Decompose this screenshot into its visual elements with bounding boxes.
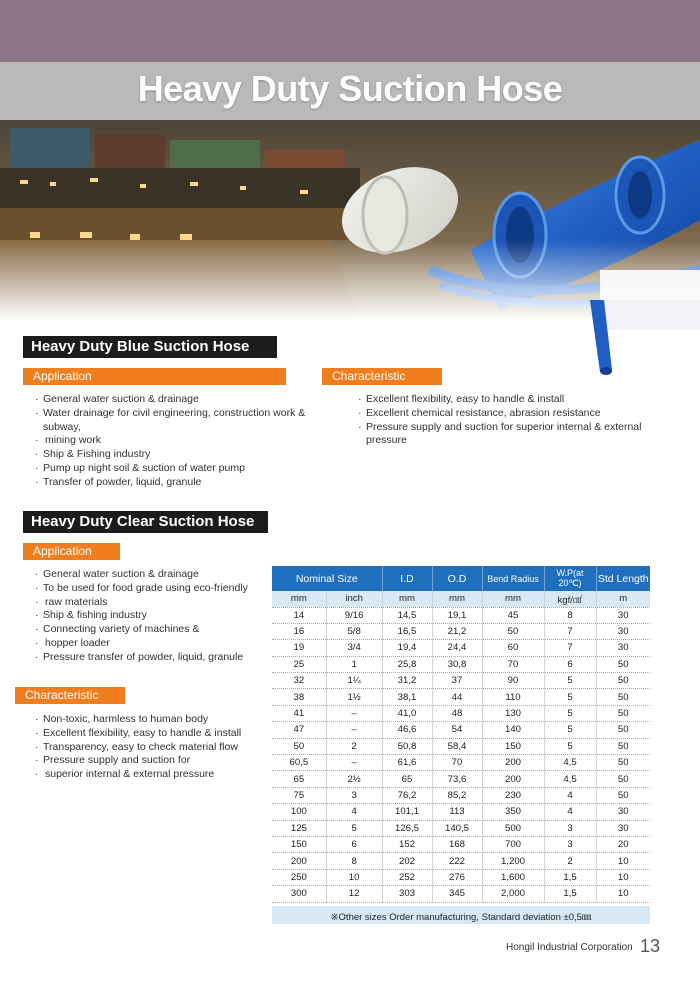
- table-cell: 30: [596, 623, 650, 639]
- table-cell: 48: [432, 705, 482, 721]
- table-cell: 30: [596, 607, 650, 623]
- table-cell: 345: [432, 886, 482, 902]
- table-cell: 7: [544, 640, 596, 656]
- table-cell: 5: [544, 738, 596, 754]
- header-od: O.D: [432, 566, 482, 591]
- table-cell: 113: [432, 804, 482, 820]
- table-cell: 50: [596, 738, 650, 754]
- table-cell: 25: [272, 656, 326, 672]
- table-cell: 4,5: [544, 771, 596, 787]
- table-cell: 250: [272, 869, 326, 885]
- table-row: [272, 656, 650, 672]
- table-cell: 60: [482, 640, 544, 656]
- list-item: · Excellent chemical resistance, abrasion resistance: [358, 407, 678, 421]
- unit-cell: m: [596, 591, 650, 607]
- table-cell: 5: [544, 689, 596, 705]
- table-cell: 4: [544, 804, 596, 820]
- unit-cell: mm: [482, 591, 544, 607]
- table-cell: 61,6: [382, 755, 432, 771]
- blue-hose-title: Heavy Duty Blue Suction Hose: [23, 336, 277, 358]
- footer-company: Hongil Industrial Corporation: [506, 942, 633, 953]
- table-cell: 10: [596, 886, 650, 902]
- table-cell: 16,5: [382, 623, 432, 639]
- list-item: · mining work: [35, 434, 335, 448]
- table-cell: 3: [544, 820, 596, 836]
- table-cell: 5: [544, 673, 596, 689]
- unit-cell: inch: [326, 591, 382, 607]
- table-cell: 8: [544, 607, 596, 623]
- list-item: · To be used for food grade using eco-friendly: [35, 582, 265, 596]
- unit-cell: mm: [432, 591, 482, 607]
- table-cell: 70: [432, 755, 482, 771]
- table-cell: 150: [482, 738, 544, 754]
- table-cell: 126,5: [382, 820, 432, 836]
- table-cell: 4: [326, 804, 382, 820]
- list-item: · superior internal & external pressure: [35, 768, 265, 782]
- header-bend-radius: Bend Radius: [482, 566, 544, 591]
- table-note: ※Other sizes Order manufacturing, Standard deviation ±0,5㎜: [272, 906, 650, 924]
- header-id: I.D: [382, 566, 432, 591]
- table-cell: 31,2: [382, 673, 432, 689]
- table-cell: 50: [596, 771, 650, 787]
- table-cell: 16: [272, 623, 326, 639]
- table-cell: 4,5: [544, 755, 596, 771]
- table-cell: 54: [432, 722, 482, 738]
- header-nominal-size: Nominal Size: [272, 566, 382, 591]
- table-cell: 30: [596, 640, 650, 656]
- table-cell: 38: [272, 689, 326, 705]
- header-std-length: Std Length: [596, 566, 650, 591]
- table-cell: 300: [272, 886, 326, 902]
- table-cell: 1: [326, 656, 382, 672]
- list-item: · Pump up night soil & suction of water pump: [35, 462, 335, 476]
- table-cell: 150: [272, 836, 326, 852]
- table-cell: 24,4: [432, 640, 482, 656]
- table-cell: 60,5: [272, 755, 326, 771]
- table-cell: 1,600: [482, 869, 544, 885]
- table-cell: 75: [272, 787, 326, 803]
- table-cell: 700: [482, 836, 544, 852]
- table-row: [272, 804, 650, 820]
- table-cell: 50: [272, 738, 326, 754]
- table-cell: 130: [482, 705, 544, 721]
- table-cell: 76,2: [382, 787, 432, 803]
- list-item: · Ship & fishing industry: [35, 609, 265, 623]
- table-cell: 2,000: [482, 886, 544, 902]
- table-cell: 140: [482, 722, 544, 738]
- table-cell: 252: [382, 869, 432, 885]
- list-item: · Water drainage for civil engineering, construction work & subway,: [35, 407, 335, 435]
- table-cell: 50: [596, 656, 650, 672]
- table-cell: 70: [482, 656, 544, 672]
- unit-cell: mm: [272, 591, 326, 607]
- clear-application-list: [35, 568, 265, 665]
- page-title: Heavy Duty Suction Hose: [137, 68, 563, 109]
- table-row: [272, 640, 650, 656]
- page-number: 13: [640, 936, 661, 956]
- table-cell: 30,8: [432, 656, 482, 672]
- table-cell: 12: [326, 886, 382, 902]
- table-cell: 152: [382, 836, 432, 852]
- top-color-band: [0, 0, 700, 62]
- table-cell: 1½: [326, 689, 382, 705]
- list-item: · Pressure transfer of powder, liquid, granule: [35, 651, 265, 665]
- table-cell: 200: [482, 771, 544, 787]
- table-cell: –: [326, 705, 382, 721]
- table-row: [272, 771, 650, 787]
- list-item: · raw materials: [35, 596, 265, 610]
- table-cell: 1¼: [326, 673, 382, 689]
- table-row: [272, 689, 650, 705]
- list-item: · Excellent flexibility, easy to handle & install: [358, 393, 678, 407]
- table-cell: 7: [544, 623, 596, 639]
- table-row: [272, 853, 650, 869]
- table-cell: 5: [326, 820, 382, 836]
- table-cell: 41,0: [382, 705, 432, 721]
- table-cell: 101,1: [382, 804, 432, 820]
- table-cell: 50: [596, 787, 650, 803]
- table-cell: 30: [596, 804, 650, 820]
- table-cell: 25,8: [382, 656, 432, 672]
- table-cell: 30: [596, 820, 650, 836]
- table-row: [272, 869, 650, 885]
- table-cell: 14: [272, 607, 326, 623]
- table-row: [272, 755, 650, 771]
- table-cell: 65: [382, 771, 432, 787]
- table-cell: 90: [482, 673, 544, 689]
- table-cell: –: [326, 755, 382, 771]
- blue-characteristic-tab: Characteristic: [322, 368, 442, 385]
- table-cell: 47: [272, 722, 326, 738]
- table-cell: 8: [326, 853, 382, 869]
- clear-characteristic-list: [35, 713, 265, 782]
- table-cell: 1,5: [544, 886, 596, 902]
- table-cell: 200: [482, 755, 544, 771]
- table-cell: 140,5: [432, 820, 482, 836]
- table-cell: 200: [272, 853, 326, 869]
- clear-application-tab: Application: [23, 543, 120, 560]
- table-cell: 38,1: [382, 689, 432, 705]
- table-cell: 58,4: [432, 738, 482, 754]
- units-row: [272, 591, 650, 607]
- table-cell: 37: [432, 673, 482, 689]
- table-cell: 3: [544, 836, 596, 852]
- table-row: [272, 722, 650, 738]
- table-cell: 6: [326, 836, 382, 852]
- table-cell: 46,6: [382, 722, 432, 738]
- list-item: · hopper loader: [35, 637, 265, 651]
- unit-cell: mm: [382, 591, 432, 607]
- table-cell: 230: [482, 787, 544, 803]
- table-row: [272, 787, 650, 803]
- blue-application-list: [35, 393, 335, 490]
- blue-application-tab: Application: [23, 368, 286, 385]
- table-cell: 1,5: [544, 869, 596, 885]
- table-cell: 32: [272, 673, 326, 689]
- table-cell: 19,4: [382, 640, 432, 656]
- table-cell: 44: [432, 689, 482, 705]
- clear-hose-title: Heavy Duty Clear Suction Hose: [23, 511, 268, 533]
- table-cell: 41: [272, 705, 326, 721]
- list-item: · General water suction & drainage: [35, 568, 265, 582]
- table-cell: 19: [272, 640, 326, 656]
- table-cell: 2: [544, 853, 596, 869]
- table-cell: 14,5: [382, 607, 432, 623]
- table-cell: 10: [596, 869, 650, 885]
- table-row: [272, 705, 650, 721]
- table-cell: 350: [482, 804, 544, 820]
- table-cell: 10: [596, 853, 650, 869]
- table-cell: 19,1: [432, 607, 482, 623]
- table-cell: 2: [326, 738, 382, 754]
- table-cell: 65: [272, 771, 326, 787]
- table-cell: 276: [432, 869, 482, 885]
- table-cell: 222: [432, 853, 482, 869]
- hose-tail-illustration: [560, 300, 700, 380]
- table-cell: 73,6: [432, 771, 482, 787]
- blue-characteristic-list: [358, 393, 678, 448]
- table-cell: 168: [432, 836, 482, 852]
- list-item: · Non-toxic, harmless to human body: [35, 713, 265, 727]
- table-cell: 5: [544, 722, 596, 738]
- table-cell: 50: [596, 673, 650, 689]
- table-cell: 500: [482, 820, 544, 836]
- table-cell: 45: [482, 607, 544, 623]
- table-cell: 9/16: [326, 607, 382, 623]
- table-cell: 202: [382, 853, 432, 869]
- table-cell: 6: [544, 656, 596, 672]
- table-cell: 50: [596, 755, 650, 771]
- table-cell: 1,200: [482, 853, 544, 869]
- table-cell: 3/4: [326, 640, 382, 656]
- table-cell: 21,2: [432, 623, 482, 639]
- table-cell: 303: [382, 886, 432, 902]
- table-cell: 3: [326, 787, 382, 803]
- unit-cell: kgf/㎠: [544, 591, 596, 607]
- table-row: [272, 673, 650, 689]
- spec-table: [272, 566, 650, 903]
- table-cell: –: [326, 722, 382, 738]
- table-cell: 50: [596, 689, 650, 705]
- list-item: · Transfer of powder, liquid, granule: [35, 476, 335, 490]
- table-cell: 100: [272, 804, 326, 820]
- table-cell: 85,2: [432, 787, 482, 803]
- list-item: · Pressure supply and suction for: [35, 754, 265, 768]
- table-cell: 20: [596, 836, 650, 852]
- table-row: [272, 886, 650, 902]
- list-item: · General water suction & drainage: [35, 393, 335, 407]
- table-row: [272, 836, 650, 852]
- table-header-row: [272, 566, 650, 591]
- table-row: [272, 820, 650, 836]
- table-cell: 50: [596, 722, 650, 738]
- header-working-pressure: W.P(at 20℃): [544, 566, 596, 591]
- table-cell: 10: [326, 869, 382, 885]
- table-cell: 125: [272, 820, 326, 836]
- table-row: [272, 607, 650, 623]
- table-row: [272, 623, 650, 639]
- table-cell: 50: [596, 705, 650, 721]
- table-cell: 2½: [326, 771, 382, 787]
- table-cell: 50: [482, 623, 544, 639]
- clear-characteristic-tab: Characteristic: [15, 687, 125, 704]
- list-item: · Pressure supply and suction for superior internal & external pressure: [358, 421, 678, 449]
- table-cell: 5: [544, 705, 596, 721]
- list-item: · Excellent flexibility, easy to handle & install: [35, 727, 265, 741]
- table-cell: 4: [544, 787, 596, 803]
- table-cell: 5/8: [326, 623, 382, 639]
- table-cell: 50,8: [382, 738, 432, 754]
- list-item: · Transparency, easy to check material flow: [35, 741, 265, 755]
- list-item: · Connecting variety of machines &: [35, 623, 265, 637]
- list-item: · Ship & Fishing industry: [35, 448, 335, 462]
- table-cell: 110: [482, 689, 544, 705]
- table-row: [272, 738, 650, 754]
